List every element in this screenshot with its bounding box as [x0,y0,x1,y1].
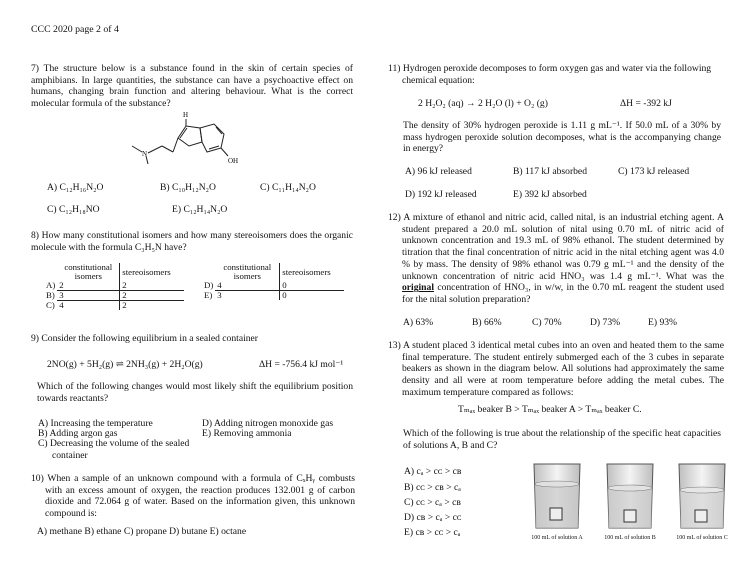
q8-col-stereo: stereoisomers [120,263,185,281]
q8-cell: 3 [57,291,120,301]
mol-h-label: H [183,111,189,119]
q11-paragraph: The density of 30% hydrogen peroxide is 1.11 g mL⁻¹. If 50.0 mL of a 30% by mass hydrogen peroxide solution decomposes, what is the accompanying change in energy? [403,120,721,155]
q10-options: A) methane B) ethane C) propane D) butane E) octane [37,526,247,537]
question-9-text: 9) Consider the following equilibrium in a sealed container [31,333,258,344]
q13-question: Which of the following is true about the relationship of the specific heat capacities of solutions A, B and C? [403,428,721,451]
q8-col-constitutional: constitutional isomers [223,262,272,281]
q12-text-a: 12) A mixture of ethanol and nitric acid, called nital, is an industrial etching agent. A student prepared a 20.0 mL solution of nital using 0.70 mL of nitric acid of unknown concentration and 19.3 mL of 98% ethanol. The student determined by titration that the final concentration of nitric acid in the nital etching agent was 4.0 % by mass. The density of 98% ethanol was 0.79 g mL⁻¹ and the density of the unknown concentration of nitric acid HNO₃ was 1.4 g mL⁻¹. What was the [388,212,724,282]
q8-row-label: E) [204,289,213,300]
q12-text-b: concentration of HNO₃, in w/w, in the 0.70 mL reagent the student used for the nital solution preparation? [402,282,724,305]
q9-option-d: D) Adding nitrogen monoxide gas [202,418,334,429]
q8-row-label: D) [204,280,214,291]
q8-row-label: A) [46,280,56,291]
q7-option-e: E) C₁₂H₁₄N₂O [172,204,228,215]
q9-delta-h: ΔH = -756.4 kJ mol⁻¹ [259,359,344,370]
mol-oh-label: OH [228,157,239,165]
q11-option-e: E) 392 kJ absorbed [513,189,587,200]
q7-option-a: A) C₁₂H₁₆N₂O [47,182,104,193]
question-11-text: 11) Hydrogen peroxide decomposes to form oxygen gas and water via the following chemical equation: [388,63,712,86]
beaker-a [528,460,586,532]
beaker-b [601,460,659,532]
q9-option-c: C) Decreasing the volume of the sealed container [38,438,190,461]
mol-n-label: N [142,150,148,158]
page-header: CCC 2020 page 2 of 4 [31,24,119,35]
q8-table-left [44,263,184,310]
q13-option-a: A) cₐ > cᴄ > cʙ [404,466,462,477]
beaker-b-label: 100 mL of solution B [604,535,656,541]
q7-option-d: C) C₁₂H₁₈NO [47,204,100,215]
q8-cell: 3 [217,290,222,300]
q9-option-e: E) Removing ammonia [202,428,292,439]
q11-option-a: A) 96 kJ released [405,166,472,177]
q11-option-b: B) 117 kJ absorbed [513,166,587,177]
beaker-c [673,460,731,532]
q9-option-b: B) Adding argon gas [38,428,118,439]
q8-cell: 2 [120,291,185,301]
q13-option-d: D) cʙ > cₐ > cᴄ [404,512,462,523]
question-12-text [388,212,724,306]
q8-cell: 4 [215,281,280,291]
question-13-text: 13) A student placed 3 identical metal cubes into an oven and heated them to the same final temperature. The student entirely submerged each of the 3 cubes in separate beakers as shown in the diagram below. All solutions had approximately the same density and all were at room temperature before adding the metal cubes. The maximum temperature compared as follows: [388,340,724,398]
q8-cell: 4 [59,300,64,310]
q11-delta-h: ΔH = -392 kJ [620,98,672,109]
q11-option-d: D) 192 kJ released [405,189,477,200]
q7-option-c: C) C₁₁H₁₄N₂O [260,182,316,193]
q11-option-c: C) 173 kJ released [618,166,690,177]
q8-cell: 2 [120,281,185,291]
q11-equation: 2 H₂O₂ (aq) → 2 H₂O (l) + O₂ (g) [418,98,548,109]
q8-cell: 2 [57,281,120,291]
question-8-text: 8) How many constitutional isomers and how many stereoisomers does the organic molecule with the formula C₃H₅N have? [31,230,353,253]
q8-table-right [202,263,344,300]
q9-question: Which of the following changes would most likely shift the equilibrium position towards reactants? [37,381,353,404]
q9-equation: 2NO(g) + 5H₂(g) ⇌ 2NH₃(g) + 2H₂O(g) [47,359,203,370]
q8-col-stereo: stereoisomers [280,263,345,281]
q12-option-d: D) 73% [590,317,621,328]
q8-cell: 0 [280,281,345,291]
beaker-a-label: 100 mL of solution A [531,535,583,541]
q12-option-b: B) 66% [472,317,502,328]
question-7-text: 7) The structure below is a substance found in the skin of certain species of amphibians. In large quantities, the substance can have a psychoactive effect on humans, changing brain function and altering behaviour. What is the correct molecular formula of the substance? [31,63,353,110]
q13-option-b: B) cᴄ > cʙ > cₐ [404,482,461,493]
q8-cell: 2 [120,301,185,311]
molecule-structure [128,108,243,168]
q9-option-a: A) Increasing the temperature [38,418,153,429]
q13-option-e: E) cʙ > cᴄ > cₐ [404,527,461,538]
q8-row-label: B) [46,290,55,300]
q8-col-constitutional: constitutional isomers [64,262,113,281]
question-10-text: 10) When a sample of an unknown compound with a formula of CₓHᵧ combusts with an excess amount of oxygen, the reaction produces 132.001 g of carbon dioxide and 72.064 g of water. Based on the information given, this unknown compound is: [31,473,355,520]
q8-cell: 0 [280,291,345,301]
q12-emphasis: original [402,282,434,294]
q12-option-c: C) 70% [532,317,562,328]
beaker-c-label: 100 mL of solution C [676,535,728,541]
q12-option-e: E) 93% [648,317,678,328]
q12-option-a: A) 63% [403,317,434,328]
q8-row-label: C) [46,299,55,310]
q13-option-c: C) cᴄ > cₐ > cʙ [404,497,461,508]
q13-tmax: Tₘₐₓ beaker B > Tₘₐₓ beaker A > Tₘₐₓ beaker C. [458,404,642,415]
q7-option-b: B) C₁₀H₁₂N₂O [160,182,216,193]
